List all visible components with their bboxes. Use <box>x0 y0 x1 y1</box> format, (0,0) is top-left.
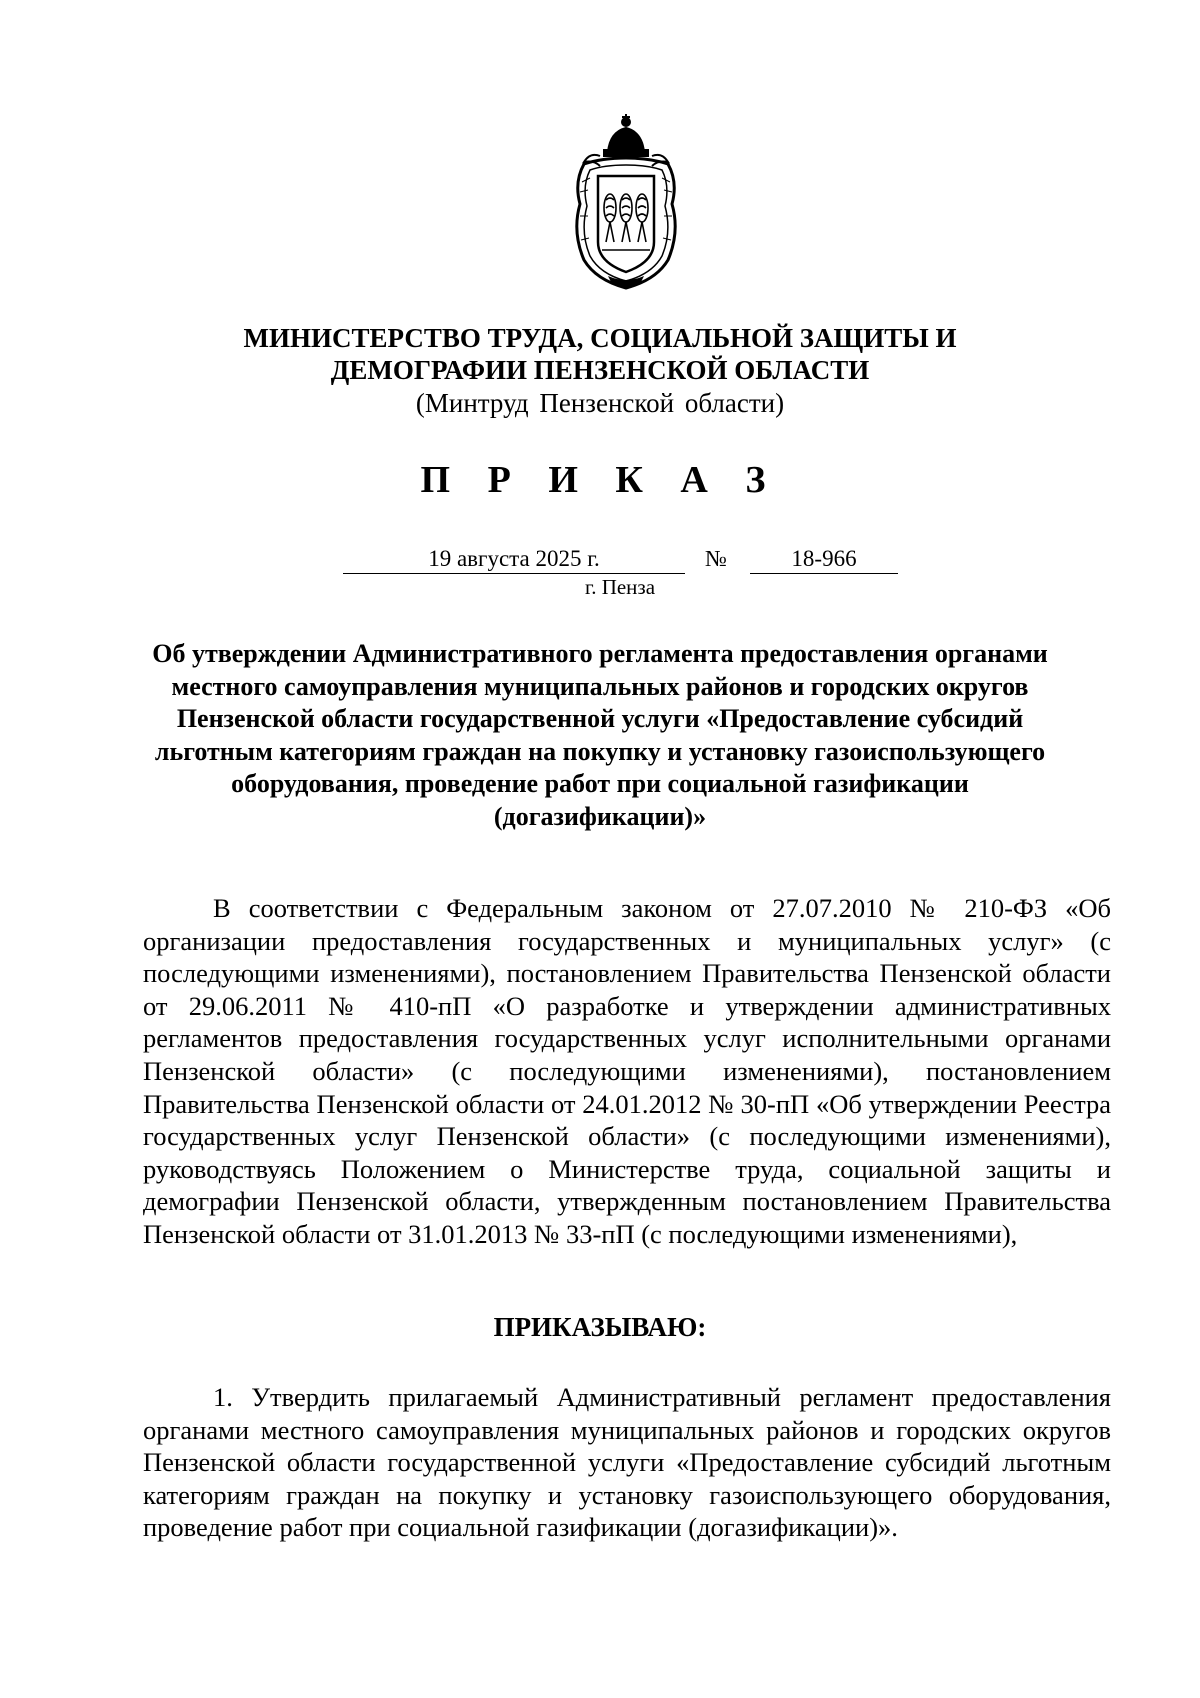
order-item-1-text: 1. Утвердить прилагаемый Административный регламент предоставления органами местного самоуправления муниципальных районов и городских округов Пензенской области государственной услуги «Предоставление субсидий льготным категориям граждан на покупку и установку газоиспользующего оборудования, проведение работ при социальной газификации (догазификации)». <box>143 1382 1111 1543</box>
organization-short-name: (Минтруд Пензенской области) <box>415 388 785 418</box>
order-item-1 <box>143 1381 1111 1544</box>
preamble-paragraph <box>143 892 1111 1251</box>
document-meta-row <box>0 545 1200 599</box>
document-city: г. Пенза <box>584 575 656 599</box>
coat-of-arms-icon <box>570 112 682 292</box>
document-type-heading: П Р И К А З <box>420 459 780 501</box>
document-date: 19 августа 2025 г. <box>343 545 685 574</box>
document-number: 18-966 <box>750 545 898 574</box>
organization-name-line1: МИНИСТЕРСТВО ТРУДА, СОЦИАЛЬНОЙ ЗАЩИТЫ И <box>243 323 957 353</box>
order-word: ПРИКАЗЫВАЮ: <box>493 1312 707 1342</box>
preamble-text: В соответствии с Федеральным законом от 27.07.2010 № 210-ФЗ «Об организации предоставления государственных и муниципальных услуг» (с последующими изменениями), постановлением Правительства Пензенской области от 29.06.2011 № 410-пП «О разработке и утверждении административных регламентов предоставления государственных услуг исполнительными органами Пензенской области» (с последующими изменениями), постановлением Правительства Пензенской области от 24.01.2012 № 30-пП «Об утверждении Реестра государственных услуг Пензенской области» (с последующими изменениями), руководствуясь Положением о Министерстве труда, социальной защиты и демографии Пензенской области, утвержденным постановлением Правительства Пензенской области от 31.01.2013 № 33-пП (с последующими изменениями), <box>143 893 1111 1249</box>
document-title: Об утверждении Административного регламента предоставления органами местного самоуправления муниципальных районов и городских округов Пензенской области государственной услуги «Предоставление субсидий льготным категориям граждан на покупку и установку газоиспользующего оборудования, проведение работ при социальной газификации (догазификации)» <box>152 639 1048 831</box>
organization-name-line2: ДЕМОГРАФИИ ПЕНЗЕНСКОЙ ОБЛАСТИ <box>330 355 870 385</box>
number-sign: № <box>705 546 727 571</box>
